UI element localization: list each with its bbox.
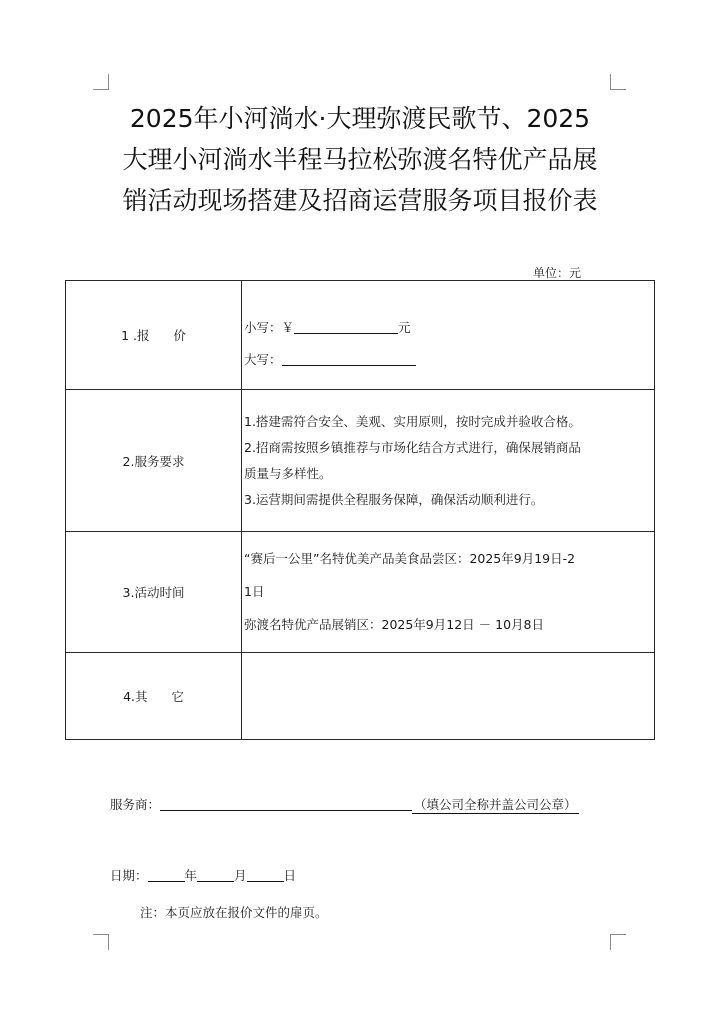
price-small-suffix: 元: [398, 320, 411, 335]
price-label: 1 .报 价: [66, 281, 242, 390]
requirement-item: 1.搭建需符合安全、美观、实用原则，按时完成并验收合格。: [244, 413, 581, 429]
schedule-item: 1日: [244, 584, 265, 599]
year-label: 年: [184, 868, 198, 883]
day-label: 日: [283, 868, 297, 883]
page-corner-mark-bottom-left: [93, 934, 109, 950]
requirements-label: 2.服务要求: [66, 390, 242, 532]
table-row-requirements: [66, 390, 655, 532]
table-row-schedule: [66, 532, 655, 653]
service-provider-hint: （填公司全称并盖公司公章）: [414, 797, 577, 812]
price-big-label: 大写：: [244, 352, 282, 367]
requirement-item: 质量与多样性。: [244, 465, 332, 481]
service-provider-label: 服务商：: [110, 797, 161, 812]
price-cell: [242, 281, 655, 390]
footnote: 注：本页应放在报价文件的扉页。: [140, 905, 328, 920]
date-label: 日期：: [110, 868, 148, 883]
price-big-blank[interactable]: [282, 352, 416, 366]
title-line-1: 2025年小河淌水·大理弥渡民歌节、2025: [129, 104, 591, 133]
service-provider-line: [110, 795, 579, 814]
schedule-cell: [242, 532, 655, 653]
quotation-table: [65, 280, 655, 740]
day-blank[interactable]: [247, 868, 284, 882]
page-corner-mark-top-right: [610, 74, 626, 90]
service-provider-blank[interactable]: [160, 797, 412, 811]
price-big-line: [244, 350, 654, 370]
price-small-label: 小写：￥: [244, 320, 295, 335]
unit-label: 单位：元: [533, 266, 582, 280]
schedule-label: 3.活动时间: [66, 532, 242, 653]
price-small-line: [244, 318, 654, 338]
title-line-2: 大理小河淌水半程马拉松弥渡名特优产品展: [122, 145, 598, 174]
table-row-price: [66, 281, 655, 390]
schedule-item: 弥渡名特优产品展销区：2025年9月12日 － 10月8日: [244, 617, 544, 632]
document-title: [80, 98, 640, 221]
table-row-other: [66, 653, 655, 740]
price-small-blank[interactable]: [294, 320, 398, 334]
month-blank[interactable]: [197, 868, 234, 882]
requirement-item: 3.运营期间需提供全程服务保障，确保活动顺利进行。: [244, 491, 544, 507]
requirement-item: 2.招商需按照乡镇推荐与市场化结合方式进行，确保展销商品: [244, 439, 581, 455]
year-blank[interactable]: [148, 868, 185, 882]
requirements-cell: [242, 390, 655, 532]
page-corner-mark-bottom-right: [610, 934, 626, 950]
date-line: [110, 866, 296, 884]
schedule-item: “赛后一公里”名特优美产品美食品尝区：2025年9月19日-2: [244, 551, 576, 566]
month-label: 月: [234, 868, 247, 883]
other-label: 4.其 它: [66, 653, 242, 740]
other-cell[interactable]: [242, 653, 655, 740]
page-corner-mark-top-left: [93, 74, 109, 90]
title-line-3: 销活动现场搭建及招商运营服务项目报价表: [122, 186, 598, 215]
